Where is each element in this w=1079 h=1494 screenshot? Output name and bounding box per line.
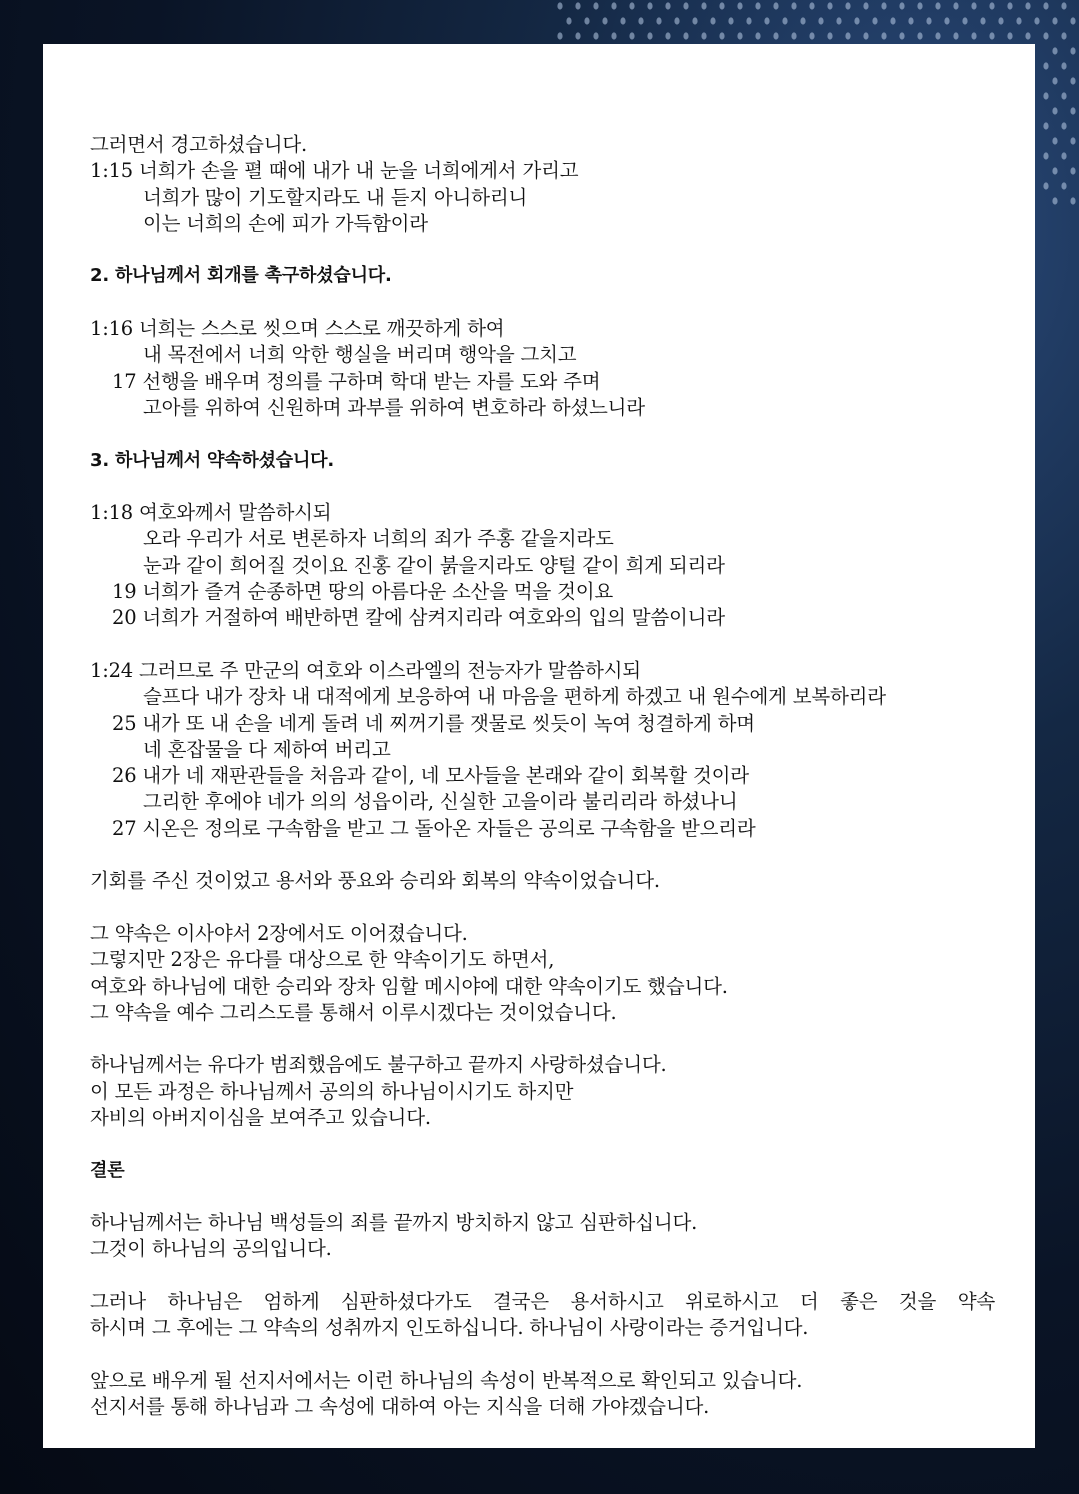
background-dot [1070, 47, 1075, 54]
background-dot [674, 17, 679, 24]
background-dot [566, 17, 571, 24]
text-line: 내 목전에서 너희 악한 행실을 버리며 행악을 그치고 [143, 343, 577, 367]
text-line: 기회를 주신 것이었고 용서와 풍요와 승리와 회복의 약속이었습니다. [90, 869, 660, 893]
text-line: 1:16 너희는 스스로 씻으며 스스로 깨끗하게 하여 [90, 317, 505, 341]
background-dot [575, 2, 580, 9]
paragraph-gap [90, 1131, 995, 1157]
background-dot [935, 2, 940, 9]
background-dot [1070, 17, 1075, 24]
text-line: 그러면서 경고하셨습니다. [90, 133, 308, 156]
background-dot [854, 17, 859, 24]
text-line: 슬프다 내가 장차 내 대적에게 보응하여 내 마음을 편하게 하겠고 내 원수에게 보복하리라 [143, 685, 886, 709]
text-line: 자비의 아버지이심을 보여주고 있습니다. [90, 1105, 431, 1129]
background-dot [1043, 152, 1048, 159]
text-line: 하시며 그 후에는 그 약속의 성취까지 인도하십니다. 하나님이 사랑이라는 증거입니다. [90, 1316, 809, 1340]
background-dot [719, 2, 724, 9]
text-line: 오라 우리가 서로 변론하자 너희의 죄가 주홍 같을지라도 [143, 527, 614, 551]
text-line: 25 내가 또 내 손을 네게 돌려 네 찌꺼기를 잿물로 씻듯이 녹여 청결하게 하며 [112, 711, 755, 735]
paragraph-gap [90, 474, 995, 500]
background-dot [1025, 2, 1030, 9]
background-dot [1052, 107, 1057, 114]
background-dot [1034, 17, 1039, 24]
text-line: 19 너희가 즐겨 순종하면 땅의 아름다운 소산을 먹을 것이요 [112, 580, 614, 604]
document-page [43, 44, 1035, 1448]
background-dot [575, 32, 580, 39]
background-dot [719, 32, 724, 39]
text-line: 1:18 여호와께서 말씀하시되 [90, 501, 332, 525]
background-dot [890, 17, 895, 24]
text-line: 여호와 하나님에 대한 승리와 장차 임할 메시야에 대한 약속이기도 했습니다. [90, 974, 728, 998]
text-line: 그 약속을 예수 그리스도를 통해서 이루시겠다는 것이었습니다. [90, 1000, 617, 1024]
text-line: 17 선행을 배우며 정의를 구하며 학대 받는 자를 도와 주며 [112, 369, 601, 393]
background-dot [647, 32, 652, 39]
background-dot [692, 17, 697, 24]
background-dot [1061, 182, 1066, 189]
background-dot [899, 2, 904, 9]
background-dot [701, 32, 706, 39]
background-dot [1052, 167, 1057, 174]
background-dot [926, 17, 931, 24]
background-dot [701, 2, 706, 9]
background-dot [863, 2, 868, 9]
text-line: 그리한 후에야 네가 의의 성읍이라, 신실한 고을이라 불리리라 하셨나니 [143, 790, 738, 814]
background-dot [737, 32, 742, 39]
paragraph-gap [90, 290, 995, 316]
background-dot [557, 32, 562, 39]
background-dot [1061, 122, 1066, 129]
background-dot [836, 17, 841, 24]
background-dot [1061, 2, 1066, 9]
background-dot [755, 32, 760, 39]
paragraph-gap [90, 895, 995, 921]
background-dot [845, 32, 850, 39]
background-dot [1043, 32, 1048, 39]
background-dot [665, 2, 670, 9]
background-dot [1052, 77, 1057, 84]
background-dot [998, 17, 1003, 24]
background-dot [989, 32, 994, 39]
background-dot [611, 32, 616, 39]
text-line: 이 모든 과정은 하나님께서 공의의 하나님이시기도 하지만 [90, 1079, 574, 1103]
background-dot [1016, 17, 1021, 24]
background-dot [737, 2, 742, 9]
background-dot [557, 2, 562, 9]
paragraph-gap [90, 237, 995, 263]
paragraph-gap [90, 842, 995, 868]
text-line: 1:24 그러므로 주 만군의 여호와 이스라엘의 전능자가 말씀하시되 [90, 658, 641, 682]
background-dot [755, 2, 760, 9]
text-line: 하나님께서는 하나님 백성들의 죄를 끝까지 방치하지 않고 심판하십니다. [90, 1211, 698, 1235]
paragraph-gap [90, 1184, 995, 1210]
background-dot [1061, 152, 1066, 159]
text-line: 그것이 하나님의 공의입니다. [90, 1237, 332, 1261]
background-dot [827, 2, 832, 9]
background-dot [611, 2, 616, 9]
background-dot [827, 32, 832, 39]
background-dot [1070, 197, 1075, 204]
background-dot [1007, 2, 1012, 9]
paragraph-gap [90, 1342, 995, 1368]
paragraph-gap [90, 632, 995, 658]
background-dot [971, 2, 976, 9]
background-dot [1043, 2, 1048, 9]
text-line: 26 내가 네 재판관들을 처음과 같이, 네 모사들을 본래와 같이 회복할 것이라 [112, 764, 749, 788]
text-line: 그러나 하나님은 엄하게 심판하셨다가도 결국은 용서하시고 위로하시고 더 좋은 것을 약속 [90, 1290, 995, 1314]
background-dot [773, 2, 778, 9]
background-dot [647, 2, 652, 9]
background-dot [1025, 32, 1030, 39]
background-dot [1052, 47, 1057, 54]
background-dot [791, 32, 796, 39]
background-dot [863, 32, 868, 39]
paragraph-gap [90, 421, 995, 447]
background-dot [782, 17, 787, 24]
background-dot [1061, 32, 1066, 39]
background-dot [1070, 77, 1075, 84]
document-body [90, 132, 995, 1421]
text-line: 1:15 너희가 손을 펼 때에 내가 내 눈을 너희에게서 가리고 [90, 159, 579, 183]
background-dot [773, 32, 778, 39]
background-dot [1052, 17, 1057, 24]
background-dot [683, 32, 688, 39]
background-dot [1052, 197, 1057, 204]
background-dot [629, 32, 634, 39]
background-dot [683, 2, 688, 9]
text-line: 20 너희가 거절하여 배반하면 칼에 삼켜지리라 여호와의 입의 말씀이니라 [112, 606, 725, 630]
background-dot [728, 17, 733, 24]
background-dot [593, 32, 598, 39]
background-dot [818, 17, 823, 24]
text-line: 선지서를 통해 하나님과 그 속성에 대하여 아는 지식을 더해 가야겠습니다. [90, 1395, 710, 1419]
background-dot [1070, 167, 1075, 174]
text-line: 고아를 위하여 신원하며 과부를 위하여 변호하라 하셨느니라 [143, 395, 645, 419]
text-line: 27 시온은 정의로 구속함을 받고 그 돌아온 자들은 공의로 구속함을 받으리라 [112, 816, 756, 840]
background-dot [1007, 32, 1012, 39]
text-line: 앞으로 배우게 될 선지서에서는 이런 하나님의 속성이 반복적으로 확인되고 있습니다. [90, 1368, 803, 1392]
background-dot [809, 2, 814, 9]
background-dot [584, 17, 589, 24]
background-dot [746, 17, 751, 24]
background-dot [845, 2, 850, 9]
background-dot [962, 17, 967, 24]
background-dot [602, 17, 607, 24]
text-line: 이는 너희의 손에 피가 가득함이라 [143, 211, 428, 235]
background-dot [1070, 107, 1075, 114]
background-dot [989, 2, 994, 9]
text-line: 그렇지만 2장은 유다를 대상으로 한 약속이기도 하면서, [90, 948, 555, 972]
section-heading: 결론 [90, 1159, 125, 1181]
background-dot [908, 17, 913, 24]
background-dot [917, 32, 922, 39]
background-dot [872, 17, 877, 24]
section-heading: 3. 하나님께서 약속하셨습니다. [90, 449, 334, 471]
background-dot [638, 17, 643, 24]
text-line: 눈과 같이 희어질 것이요 진홍 같이 붉을지라도 양털 같이 희게 되리라 [143, 553, 725, 577]
background-dot [800, 17, 805, 24]
background-dot [935, 32, 940, 39]
paragraph-gap [90, 1263, 995, 1289]
background-dot [593, 2, 598, 9]
background-dot [917, 2, 922, 9]
background-dot [710, 17, 715, 24]
background-dot [1061, 62, 1066, 69]
text-line: 하나님께서는 유다가 범죄했음에도 불구하고 끝까지 사랑하셨습니다. [90, 1053, 667, 1077]
background-dot [1061, 92, 1066, 99]
background-dot [881, 32, 886, 39]
section-heading: 2. 하나님께서 회개를 촉구하셨습니다. [90, 265, 392, 287]
background-dot [764, 17, 769, 24]
background-dot [980, 17, 985, 24]
background-dot [944, 17, 949, 24]
background-dot [953, 32, 958, 39]
background-dot [1043, 92, 1048, 99]
text-line: 그 약속은 이사야서 2장에서도 이어졌습니다. [90, 921, 468, 945]
background-dot [1043, 62, 1048, 69]
background-dot [656, 17, 661, 24]
background-dot [953, 2, 958, 9]
background-dot [665, 32, 670, 39]
background-dot [1070, 137, 1075, 144]
background-dot [809, 32, 814, 39]
background-dot [1052, 137, 1057, 144]
background-dot [971, 32, 976, 39]
background-dot [881, 2, 886, 9]
text-line: 너희가 많이 기도할지라도 내 듣지 아니하리니 [143, 185, 528, 209]
background-dot [620, 17, 625, 24]
background-dot [791, 2, 796, 9]
background-dot [1043, 122, 1048, 129]
paragraph-gap [90, 1026, 995, 1052]
background-dot [899, 32, 904, 39]
background-dot [629, 2, 634, 9]
text-line: 네 혼잡물을 다 제하여 버리고 [143, 737, 391, 761]
background-dot [1043, 182, 1048, 189]
